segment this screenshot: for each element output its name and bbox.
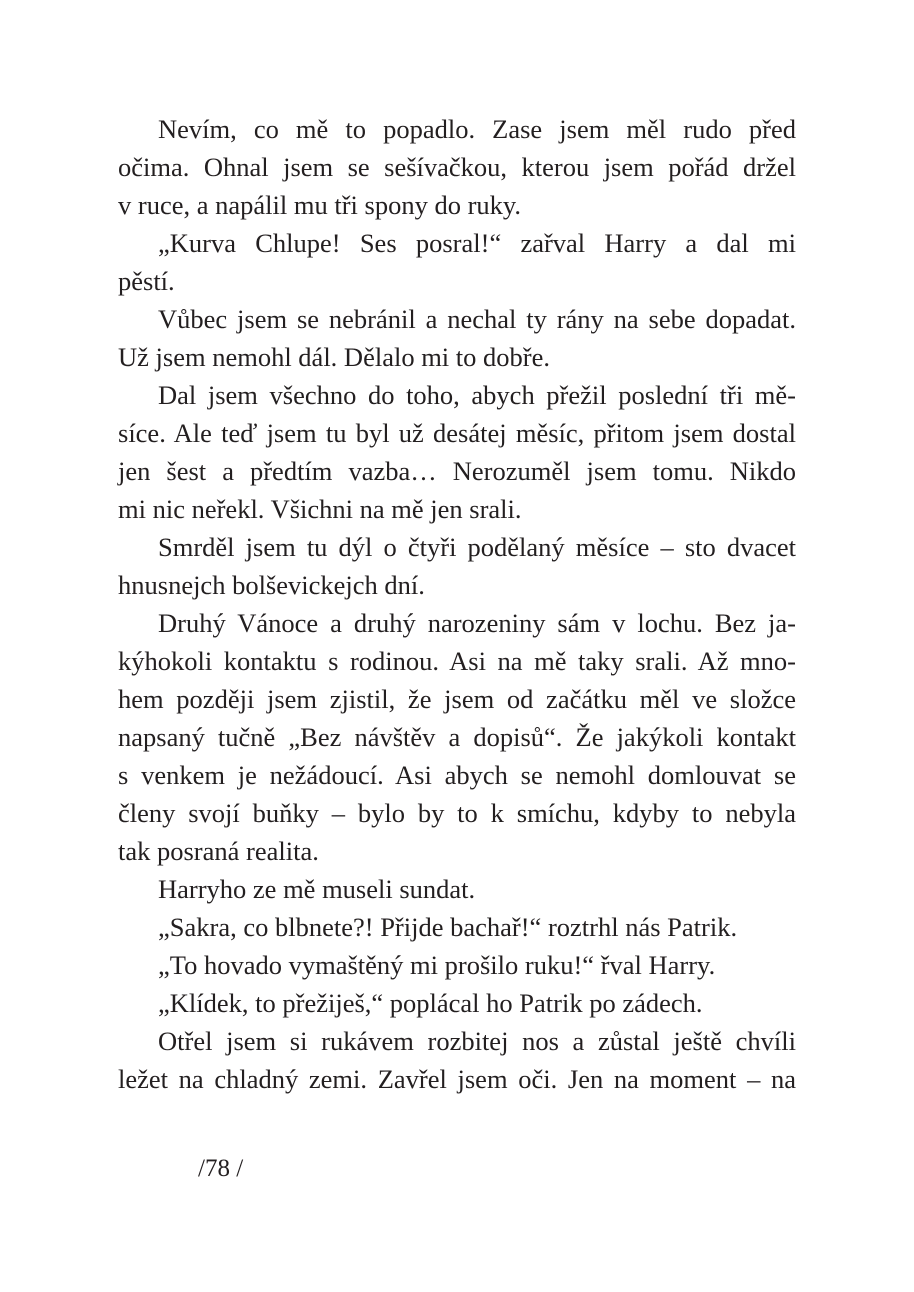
text-line: jen šest a předtím vazba… Nerozuměl jsem tomu. Nikdo [118, 456, 796, 486]
text-line: Dal jsem všechno do toho, abych přežil poslední tři mě- [158, 380, 796, 410]
text-line: Vůbec jsem se nebránil a nechal ty rány na sebe dopadat. [158, 304, 796, 334]
text-line: očima. Ohnal jsem se sešívačkou, kterou jsem pořád držel [118, 152, 796, 182]
text-line: „Kurva Chlupe! Ses posral!“ zařval Harry a dal mi [158, 228, 796, 258]
text-line: Harryho ze mě museli sundat. [158, 874, 476, 904]
text-line: Druhý Vánoce a druhý narozeniny sám v lochu. Bez ja- [158, 608, 796, 638]
text-line: „Klídek, to přežiješ,“ poplácal ho Patrik po zádech. [158, 988, 703, 1018]
text-line: síce. Ale teď jsem tu byl už desátej měsíc, přitom jsem dostal [118, 418, 796, 448]
text-line: mi nic neřekl. Všichni na mě jen srali. [118, 494, 522, 524]
text-line: v ruce, a napálil mu tři spony do ruky. [118, 190, 522, 220]
text-line: „To hovado vymaštěný mi prošilo ruku!“ řval Harry. [158, 950, 716, 980]
text-line: hem později jsem zjistil, že jsem od začátku měl ve složce [118, 684, 796, 714]
text-line: Otřel jsem si rukávem rozbitej nos a zůstal ještě chvíli [158, 1026, 796, 1056]
text-line: kýhokoli kontaktu s rodinou. Asi na mě taky srali. Až mno- [118, 646, 796, 676]
page-number: /78 / [198, 1155, 244, 1182]
text-line: Smrděl jsem tu dýl o čtyři podělaný měsíce – sto dvacet [158, 532, 796, 562]
text-line: „Sakra, co blbnete?! Přijde bachař!“ roztrhl nás Patrik. [158, 912, 738, 942]
text-line: napsaný tučně „Bez návštěv a dopisů“. Že jakýkoli kontakt [118, 722, 796, 752]
text-line: s venkem je nežádoucí. Asi abych se nemohl domlouvat se [118, 760, 796, 790]
text-line: tak posraná realita. [118, 836, 319, 866]
text-line: Už jsem nemohl dál. Dělalo mi to dobře. [118, 342, 550, 372]
text-line: Nevím, co mě to popadlo. Zase jsem měl rudo před [158, 114, 796, 144]
text-line: pěstí. [118, 266, 175, 296]
text-line: členy svojí buňky – bylo by to k smíchu, kdyby to nebyla [118, 798, 796, 828]
text-line: hnusnejch bolševickejch dní. [118, 570, 425, 600]
text-line: ležet na chladný zemi. Zavřel jsem oči. Jen na moment – na [118, 1064, 796, 1094]
body-text [118, 110, 796, 1098]
